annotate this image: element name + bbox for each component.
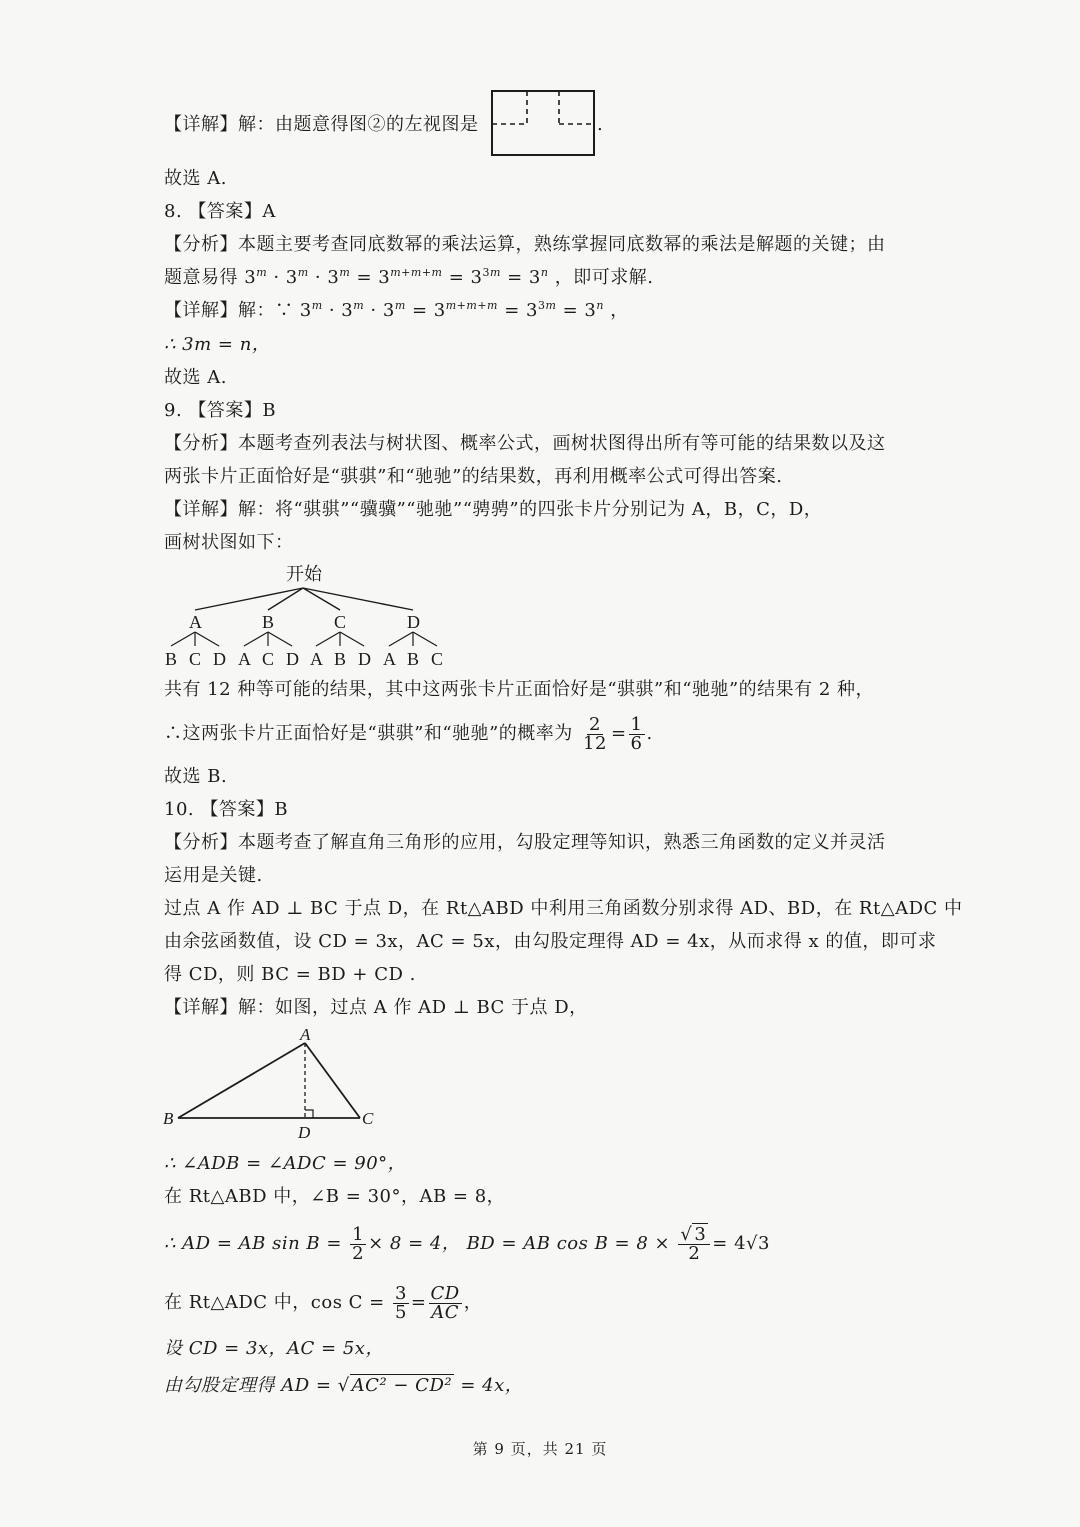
tree-C-child-3: D: [358, 649, 371, 669]
tree-B-child-2: C: [262, 649, 275, 669]
step-q10-4b: =: [410, 1292, 427, 1313]
tree-root: 开始: [286, 564, 322, 584]
page-footer: 第 9 页，共 21 页: [472, 1440, 608, 1458]
detail-q8: [164, 298, 629, 324]
formula-power-product: $3^m \cdot 3^m \cdot 3^m = 3^{m+m+m} = 3^{3m} = 3^n$: [244, 266, 549, 288]
tree-level2-branches: [171, 632, 437, 646]
detail-q8-prefix: 【详解】解：∵: [164, 300, 294, 321]
tree-A-child-3: D: [213, 649, 226, 669]
detail-text-q7: 【详解】解：由题意得图②的左视图是: [164, 114, 479, 135]
step-q10-6b: AC² − CD²: [351, 1375, 453, 1396]
probability-prefix: ∴这两张卡片正面恰好是“骐骐”和“驰驰”的概率为: [164, 723, 573, 744]
step-q10-6c: = 4x，: [460, 1375, 524, 1396]
left-view-outer-rect: [492, 91, 594, 155]
triangle-figure: [160, 1028, 390, 1143]
tree-C-child-2: B: [334, 649, 347, 669]
label-A: A: [300, 1028, 311, 1044]
tree-level1-C: C: [334, 612, 347, 632]
step-q10-3c: = 4√3: [712, 1233, 770, 1254]
tree-level1-A: A: [189, 612, 202, 632]
step-q10-2: 在 Rt△ABD 中，∠B = 30°，AB = 8，: [164, 1186, 506, 1207]
analysis-q10-line5: 得 CD，则 BC = BD + CD .: [164, 964, 416, 985]
tree-B-child-3: D: [286, 649, 299, 669]
tree-B-child-1: A: [238, 649, 251, 669]
step-q10-6a: 由勾股定理得 AD =: [164, 1375, 332, 1396]
tree-branch-root-D: [303, 588, 413, 610]
label-C: C: [362, 1109, 374, 1128]
step-q10-4c: ，: [463, 1292, 483, 1313]
step-q10-3b: × 8 = 4， BD = AB cos B = 8 ×: [368, 1233, 671, 1254]
detail-q10-line1: 【详解】解：如图，过点 A 作 AD ⊥ BC 于点 D，: [164, 997, 588, 1018]
step-q10-3a: ∴ AD = AB sin B =: [164, 1233, 342, 1254]
left-view-figure: [491, 90, 595, 156]
choose-q7: 故选 A.: [164, 168, 227, 189]
fraction-1-2: $\frac{1}{2}$: [352, 1223, 365, 1264]
answer-q10: 10. 【答案】B: [164, 799, 289, 820]
right-angle-mark: [305, 1110, 313, 1118]
analysis-q8-line1: 【分析】本题主要考查同底数幂的乘法运算，熟练掌握同底数幂的乘法是解题的关键；由: [164, 234, 886, 255]
analysis-q8-prefix: 题意易得: [164, 267, 238, 288]
analysis-q9-line2: 两张卡片正面恰好是“骐骐”和“驰驰”的结果数，再利用概率公式可得出答案.: [164, 466, 783, 487]
analysis-q10-line3: 过点 A 作 AD ⊥ BC 于点 D，在 Rt△ABD 中利用三角函数分别求得 AD、BD，在 Rt△ADC 中: [164, 898, 963, 919]
fraction-2-12: $\frac{2}{12}$: [583, 713, 607, 754]
choose-q9: 故选 B.: [164, 766, 228, 787]
answer-q8: 8. 【答案】A: [164, 201, 276, 222]
fraction-3-5: $\frac{3}{5}$: [394, 1282, 407, 1323]
analysis-q8-line2: [164, 265, 653, 291]
tree-A-child-2: C: [189, 649, 202, 669]
probability-q9: ∴这两张卡片正面恰好是“骐骐”和“驰驰”的概率为 $\frac{2}{12}$ = $\frac{1}{6}$ .: [164, 713, 653, 754]
triangle-side-AB: [178, 1043, 305, 1118]
tree-D-child-2: B: [407, 649, 420, 669]
tree-diagram: [160, 562, 460, 674]
choose-q8: 故选 A.: [164, 367, 227, 388]
label-B: B: [163, 1109, 174, 1128]
detail-q8-suffix: ，: [610, 300, 629, 321]
fraction-CD-AC: $\frac{CD}{AC}$: [430, 1282, 460, 1323]
analysis-q9-line1: 【分析】本题考查列表法与树状图、概率公式，画树状图得出所有等可能的结果数以及这: [164, 433, 886, 454]
therefore-q8: ∴ 3m = n，: [164, 334, 271, 355]
tree-D-child-3: C: [431, 649, 444, 669]
analysis-q8-suffix: ，即可求解.: [554, 267, 654, 288]
detail-line-q7: [164, 112, 479, 138]
fraction-1-6: $\frac{1}{6}$: [630, 713, 643, 754]
detail-q9-line2: 画树状图如下：: [164, 532, 294, 553]
tree-C-child-1: A: [310, 649, 323, 669]
formula-power-product-detail: $3^m \cdot 3^m \cdot 3^m = 3^{m+m+m} = 3^{3m} = 3^n$: [299, 299, 604, 321]
tree-level1-B: B: [262, 612, 275, 632]
step-q10-1: ∴ ∠ADB = ∠ADC = 90°，: [164, 1153, 407, 1174]
tree-D-child-1: A: [383, 649, 396, 669]
label-D: D: [298, 1123, 311, 1142]
step-q10-3: [164, 1222, 770, 1266]
fraction-sqrt3-2: $\frac{√ 3}{2}$: [678, 1226, 710, 1263]
result-q9: 共有 12 种等可能的结果，其中这两张卡片正面恰好是“骐骐”和“驰驰”的结果有 2 种，: [164, 679, 875, 700]
tree-A-child-1: B: [165, 649, 178, 669]
step-q10-4a: 在 Rt△ADC 中，cos C =: [164, 1292, 385, 1313]
analysis-q10-line1: 【分析】本题考查了解直角三角形的应用，勾股定理等知识，熟悉三角函数的定义并灵活: [164, 832, 886, 853]
tree-level1-D: D: [407, 612, 420, 632]
analysis-q10-line4: 由余弦函数值，设 CD = 3x，AC = 5x，由勾股定理得 AD = 4x，从而求得 x 的值，即可求: [164, 931, 937, 952]
detail-q9-line1: 【详解】解：将“骐骐”“骥骥”“驰驰”“骋骋”的四张卡片分别记为 A，B，C，D，: [164, 499, 823, 520]
step-q10-5: 设 CD = 3x，AC = 5x，: [164, 1338, 384, 1359]
step-q10-6: 由勾股定理得 AD = √ AC² − CD² = 4x，: [164, 1375, 524, 1396]
answer-q9: 9. 【答案】B: [164, 400, 277, 421]
analysis-q10-line2: 运用是关键.: [164, 865, 263, 886]
step-q10-4: [164, 1281, 482, 1325]
triangle-side-AC: [305, 1043, 360, 1118]
period-after-figure: .: [597, 114, 604, 135]
